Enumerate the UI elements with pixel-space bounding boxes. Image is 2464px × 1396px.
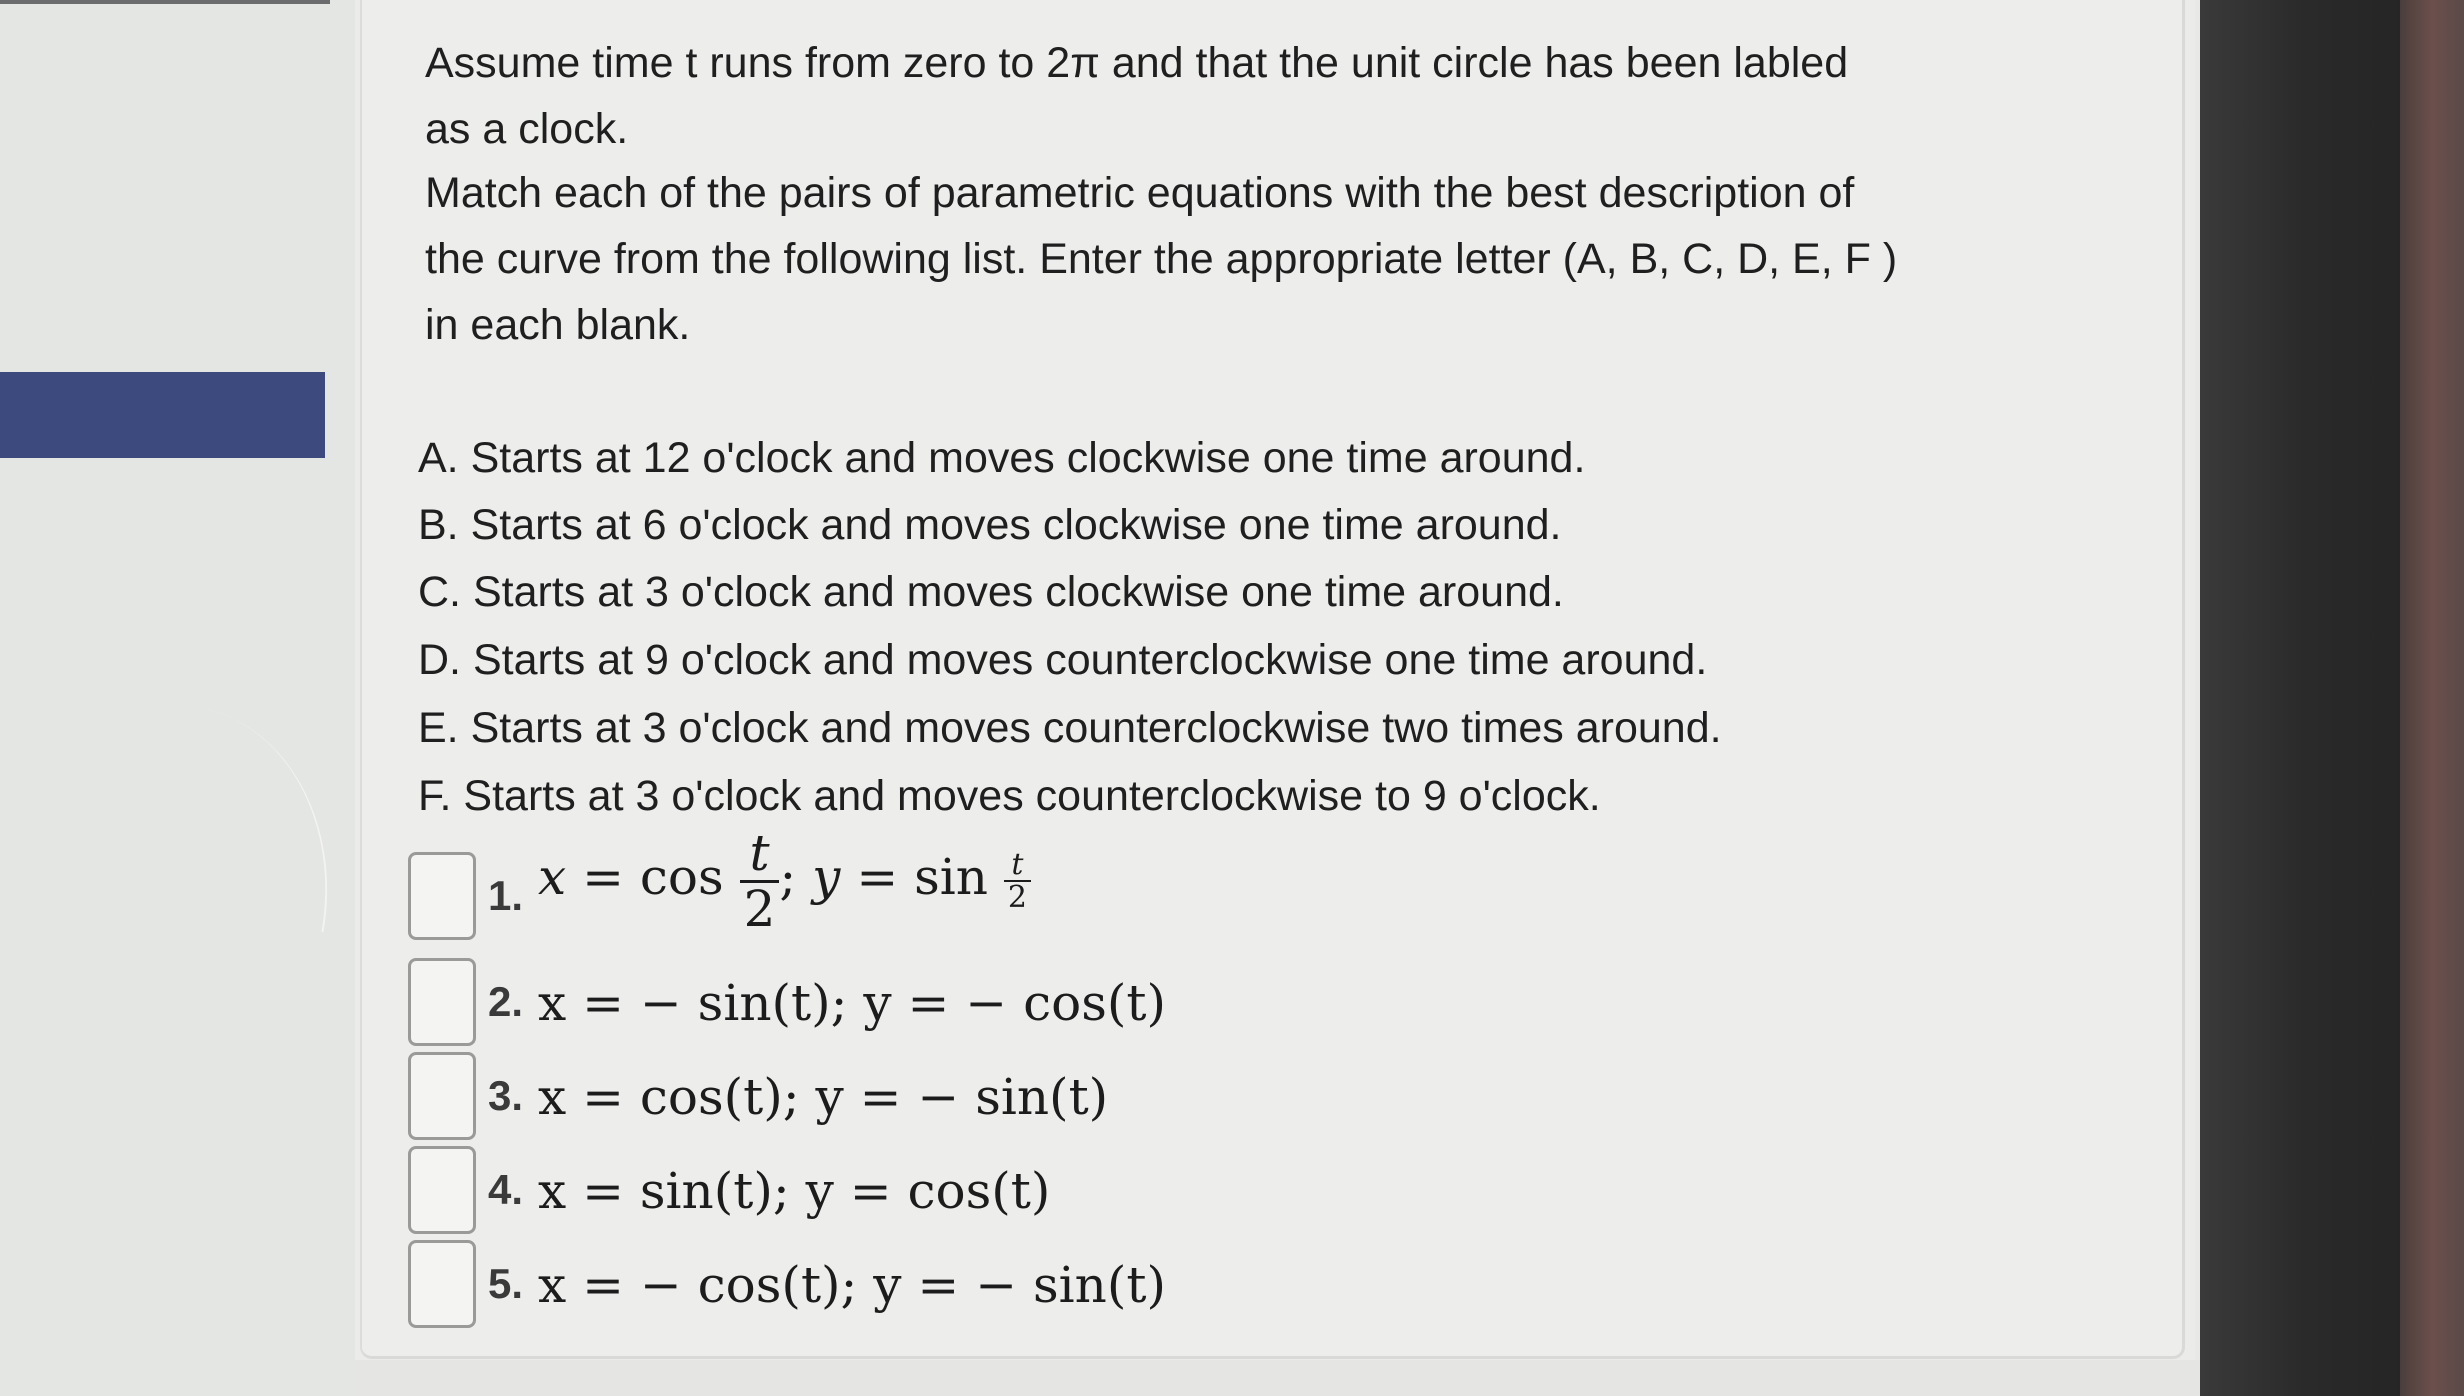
option-letter: D.	[418, 636, 461, 684]
answer-input-3[interactable]	[408, 1052, 476, 1140]
answer-input-5[interactable]	[408, 1240, 476, 1328]
question-intro-line-1: Assume time t runs from zero to 2π and that the unit circle has been labled	[425, 39, 1849, 87]
option-f	[418, 766, 1601, 826]
answer-input-1[interactable]	[408, 852, 476, 940]
option-text: Starts at 12 o'clock and moves clockwise one time around.	[470, 434, 1586, 482]
question-instruction-line-3: in each blank.	[425, 301, 691, 349]
item-number: 4.	[488, 1166, 524, 1213]
option-text: Starts at 3 o'clock and moves counterclockwise to 9 o'clock.	[463, 772, 1601, 820]
left-sidebar-area	[0, 0, 360, 1396]
answer-input-2[interactable]	[408, 958, 476, 1046]
option-c	[418, 562, 1564, 622]
left-nav-highlight-bar[interactable]	[0, 372, 325, 458]
option-b	[418, 495, 1562, 555]
option-e	[418, 698, 1722, 758]
bottom-strip	[355, 1360, 2200, 1396]
option-letter: A.	[418, 434, 459, 482]
equation-2: x = − sin(t); y = − cos(t)	[538, 974, 1166, 1032]
item-number: 2.	[488, 978, 524, 1025]
question-instruction-line-1: Match each of the pairs of parametric equations with the best description of	[425, 169, 1855, 217]
item-number: 5.	[488, 1260, 524, 1307]
option-text: Starts at 3 o'clock and moves clockwise one time around.	[472, 568, 1564, 616]
fraction-t-over-2-small: $\frac{t}{2}$	[1004, 849, 1031, 914]
option-text: Starts at 3 o'clock and moves counterclockwise two times around.	[470, 704, 1722, 752]
option-text: Starts at 6 o'clock and moves clockwise one time around.	[470, 501, 1562, 549]
equation-1: x = cos $\frac{t}{2}$ ; y = sin $\frac{t}{2}$	[538, 827, 1031, 935]
option-text: Starts at 9 o'clock and moves counterclockwise one time around.	[472, 636, 1708, 684]
option-letter: B.	[418, 501, 459, 549]
option-letter: E.	[418, 704, 459, 752]
item-number: 3.	[488, 1072, 524, 1119]
option-d	[418, 630, 1707, 690]
answer-input-4[interactable]	[408, 1146, 476, 1234]
equation-4: x = sin(t); y = cos(t)	[538, 1162, 1051, 1220]
equation-5: x = − cos(t); y = − sin(t)	[538, 1256, 1166, 1314]
option-letter: C.	[418, 568, 461, 616]
device-edge-right	[2400, 0, 2464, 1396]
equation-3: x = cos(t); y = − sin(t)	[538, 1068, 1109, 1126]
option-a	[418, 428, 1585, 488]
item-number: 1.	[488, 872, 524, 919]
fraction-t-over-2: $\frac{t}{2}$	[740, 827, 780, 935]
option-letter: F.	[418, 772, 452, 820]
question-intro-line-2: as a clock.	[425, 105, 629, 153]
question-instruction-line-2: the curve from the following list. Enter the appropriate letter (A, B, C, D, E, F )	[425, 235, 1898, 283]
left-top-divider	[0, 0, 330, 4]
